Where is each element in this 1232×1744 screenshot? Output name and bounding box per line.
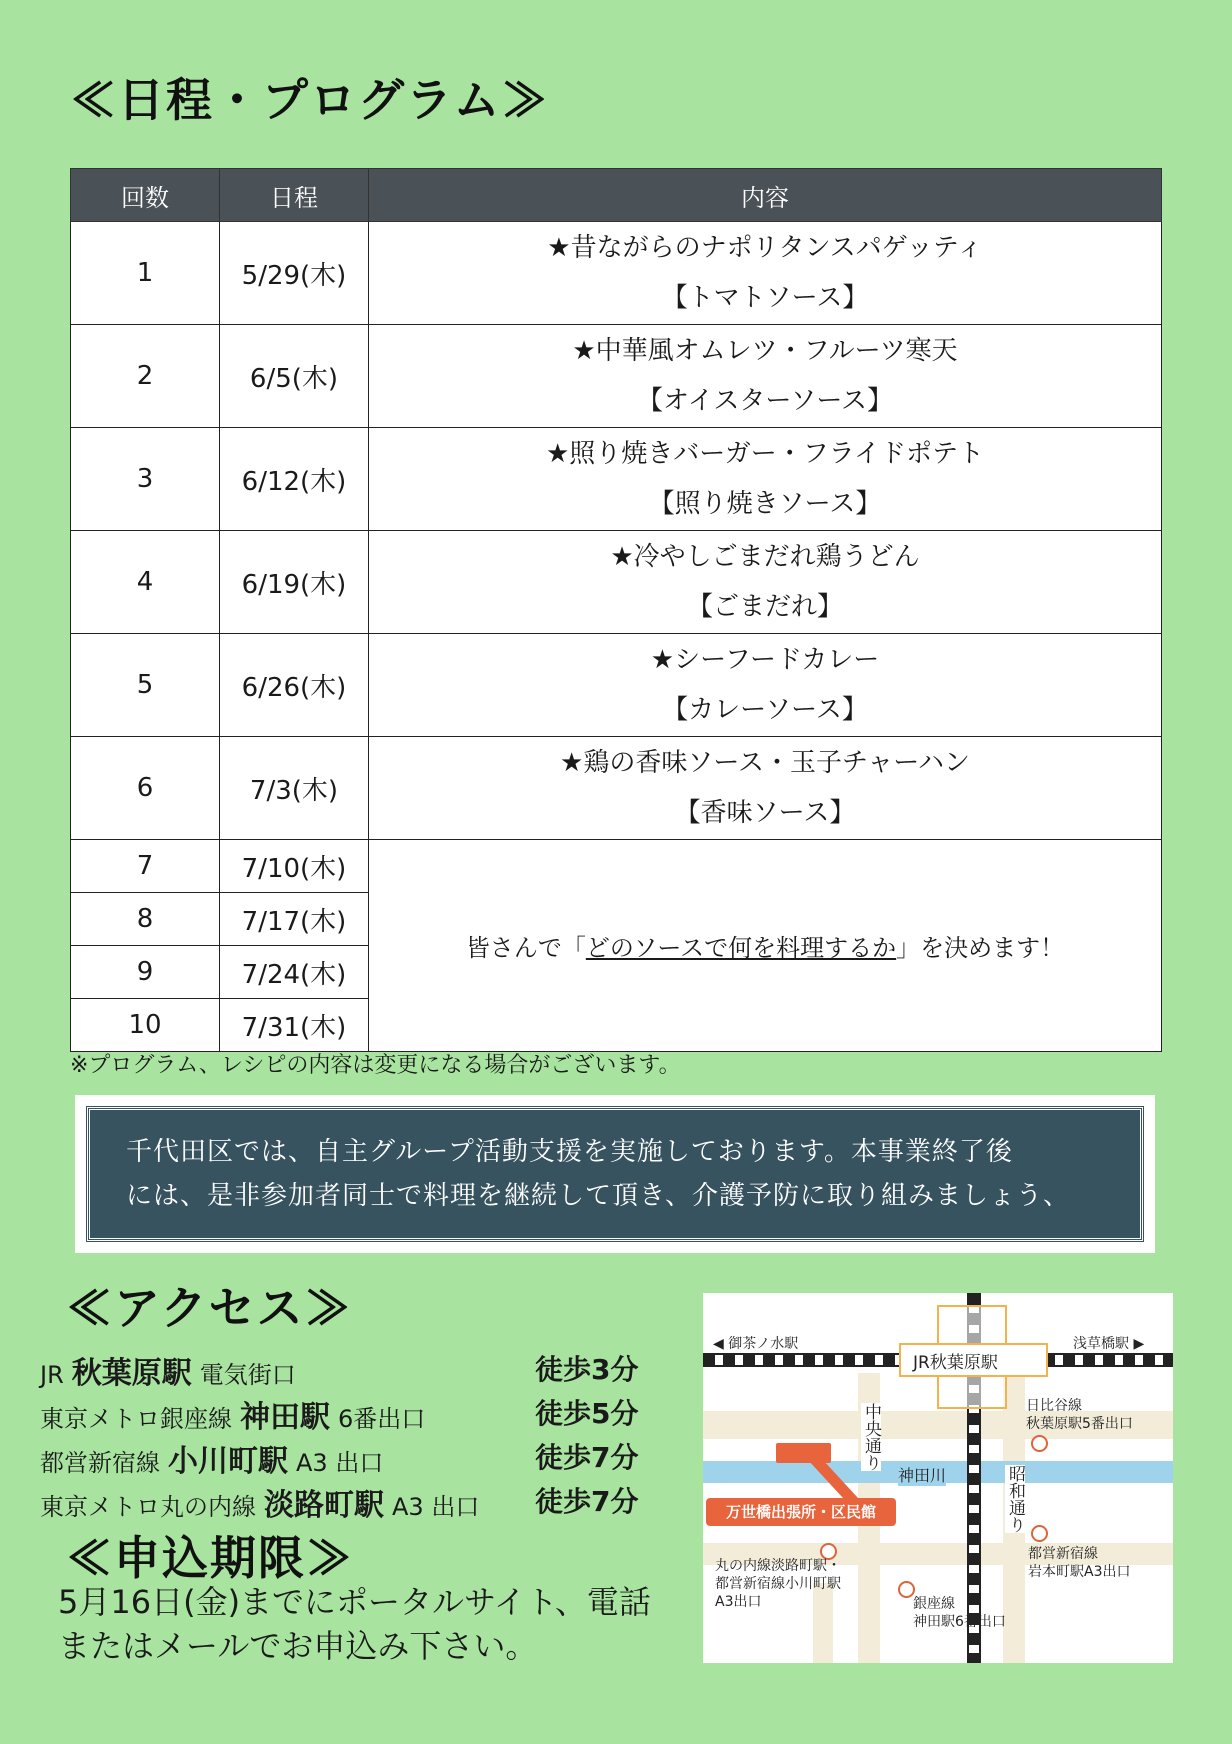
session-number: 4 xyxy=(71,531,220,634)
table-row xyxy=(71,634,1162,737)
session-date: 7/17(木) xyxy=(220,893,369,946)
access-route xyxy=(40,1392,639,1436)
session-number: 1 xyxy=(71,222,220,325)
route-walk-time: 徒歩7分 xyxy=(535,1485,639,1518)
map-river-label: 神田川 xyxy=(898,1463,946,1486)
session-content xyxy=(369,737,1162,840)
late-content-pre: 皆さんで「 xyxy=(465,934,586,962)
session-date: 7/31(木) xyxy=(220,999,369,1052)
header-date: 日程 xyxy=(220,169,369,222)
map-station-label: JR秋葉原駅 xyxy=(913,1353,998,1373)
route-station: 小川町駅 xyxy=(168,1444,288,1479)
session-date: 6/26(木) xyxy=(220,634,369,737)
table-row xyxy=(71,428,1162,531)
map-road-small xyxy=(813,1583,833,1663)
dish-name: ★シーフードカレー xyxy=(650,645,880,675)
session-content xyxy=(369,634,1162,737)
late-content-underlined: どのソースで何を料理するか xyxy=(585,934,897,962)
access-heading: ≪アクセス≫ xyxy=(66,1281,353,1335)
map-exit-marker xyxy=(1031,1435,1048,1452)
map-maru-label-3: A3出口 xyxy=(715,1594,762,1610)
dish-name: ★鶏の香味ソース・玉子チャーハン xyxy=(560,748,970,778)
banner-body xyxy=(87,1107,1143,1241)
header-content: 内容 xyxy=(369,169,1162,222)
route-line: 東京メトロ丸の内線 xyxy=(40,1493,256,1521)
program-heading: ≪日程・プログラム≫ xyxy=(70,73,550,127)
session-date: 6/12(木) xyxy=(220,428,369,531)
dish-name: ★冷やしごまだれ鶏うどん xyxy=(610,542,920,572)
table-header-row xyxy=(71,169,1162,222)
session-date: 7/3(木) xyxy=(220,737,369,840)
session-number: 6 xyxy=(71,737,220,840)
map-showa-label: 昭和通り xyxy=(1005,1465,1025,1533)
map-east-label: 浅草橋駅 ▶ xyxy=(1073,1336,1145,1352)
header-no: 回数 xyxy=(71,169,220,222)
late-sessions-content xyxy=(369,840,1162,1052)
access-route xyxy=(40,1480,639,1524)
map-chuo-label: 中央通り xyxy=(861,1403,881,1471)
map-hibiya-label-2: 秋葉原駅5番出口 xyxy=(1026,1416,1133,1432)
sauce-name: 【ごまだれ】 xyxy=(686,592,843,622)
table-row xyxy=(71,737,1162,840)
support-banner xyxy=(75,1095,1155,1253)
program-note: ※プログラム、レシピの内容は変更になる場合がございます。 xyxy=(70,1053,681,1078)
route-exit: 6番出口 xyxy=(338,1405,426,1433)
route-exit: 電気街口 xyxy=(199,1361,296,1389)
map-shinjuku-label-1: 都営新宿線 xyxy=(1028,1546,1098,1562)
session-content xyxy=(369,222,1162,325)
table-row xyxy=(71,840,1162,893)
session-number: 8 xyxy=(71,893,220,946)
deadline-heading: ≪申込期限≫ xyxy=(66,1531,354,1585)
map-ginza-label-1: 銀座線 xyxy=(913,1596,955,1612)
session-content xyxy=(369,531,1162,634)
access-route xyxy=(40,1436,639,1480)
dish-name: ★照り焼きバーガー・フライドポテト xyxy=(545,439,984,469)
session-number: 9 xyxy=(71,946,220,999)
dish-name: ★昔ながらのナポリタンスパゲッティ xyxy=(547,233,983,263)
session-date: 6/19(木) xyxy=(220,531,369,634)
sauce-name: 【カレーソース】 xyxy=(662,695,868,725)
map-venue-label: 万世橋出張所・区民館 xyxy=(706,1498,896,1526)
session-number: 10 xyxy=(71,999,220,1052)
map-exit-marker xyxy=(1031,1525,1048,1542)
route-line: 都営新宿線 xyxy=(40,1449,160,1477)
session-content xyxy=(369,325,1162,428)
sauce-name: 【香味ソース】 xyxy=(674,798,856,828)
session-date: 7/10(木) xyxy=(220,840,369,893)
session-number: 5 xyxy=(71,634,220,737)
map-maru-label-1: 丸の内線淡路町駅・ xyxy=(715,1558,841,1574)
route-station: 秋葉原駅 xyxy=(71,1356,192,1391)
map-shinjuku-label-2: 岩本町駅A3出口 xyxy=(1028,1564,1131,1580)
session-number: 3 xyxy=(71,428,220,531)
late-content-post: 」を決めます！ xyxy=(896,934,1065,962)
banner-line-1: 千代田区では、自主グループ活動支援を実施しております。本事業終了後 xyxy=(126,1137,1013,1167)
table-row xyxy=(71,222,1162,325)
deadline-text xyxy=(58,1580,651,1668)
route-line: JR xyxy=(40,1361,64,1389)
banner-line-2: には、是非参加者同士で料理を継続して頂き、介護予防に取り組みましょう、 xyxy=(126,1181,1070,1211)
session-number: 2 xyxy=(71,325,220,428)
session-date: 7/24(木) xyxy=(220,946,369,999)
route-walk-time: 徒歩5分 xyxy=(535,1397,639,1430)
map-ginza-label-2: 神田駅6番出口 xyxy=(913,1614,1006,1630)
sauce-name: 【トマトソース】 xyxy=(661,283,869,313)
sauce-name: 【オイスターソース】 xyxy=(636,386,894,416)
sauce-name: 【照り焼きソース】 xyxy=(648,489,882,519)
route-line: 東京メトロ銀座線 xyxy=(40,1405,232,1433)
schedule-table xyxy=(70,168,1162,1052)
route-walk-time: 徒歩7分 xyxy=(535,1441,639,1474)
access-map xyxy=(703,1293,1173,1663)
route-exit: A3 出口 xyxy=(392,1493,480,1521)
session-date: 6/5(木) xyxy=(220,325,369,428)
route-station: 淡路町駅 xyxy=(264,1488,384,1523)
session-content xyxy=(369,428,1162,531)
table-row xyxy=(71,325,1162,428)
route-station: 神田駅 xyxy=(240,1400,330,1435)
dish-name: ★中華風オムレツ・フルーツ寒天 xyxy=(572,336,958,366)
deadline-line-2: またはメールでお申込み下さい。 xyxy=(58,1627,538,1665)
deadline-line-1: 5月16日(金)までにポータルサイト、電話 xyxy=(58,1583,651,1621)
table-row xyxy=(71,531,1162,634)
map-maru-label-2: 都営新宿線小川町駅 xyxy=(715,1576,841,1592)
map-hibiya-label-1: 日比谷線 xyxy=(1026,1398,1082,1414)
session-date: 5/29(木) xyxy=(220,222,369,325)
session-number: 7 xyxy=(71,840,220,893)
route-exit: A3 出口 xyxy=(296,1449,384,1477)
access-route xyxy=(40,1348,639,1392)
map-west-label: ◀ 御茶ノ水駅 xyxy=(713,1336,799,1352)
route-walk-time: 徒歩3分 xyxy=(535,1353,639,1386)
